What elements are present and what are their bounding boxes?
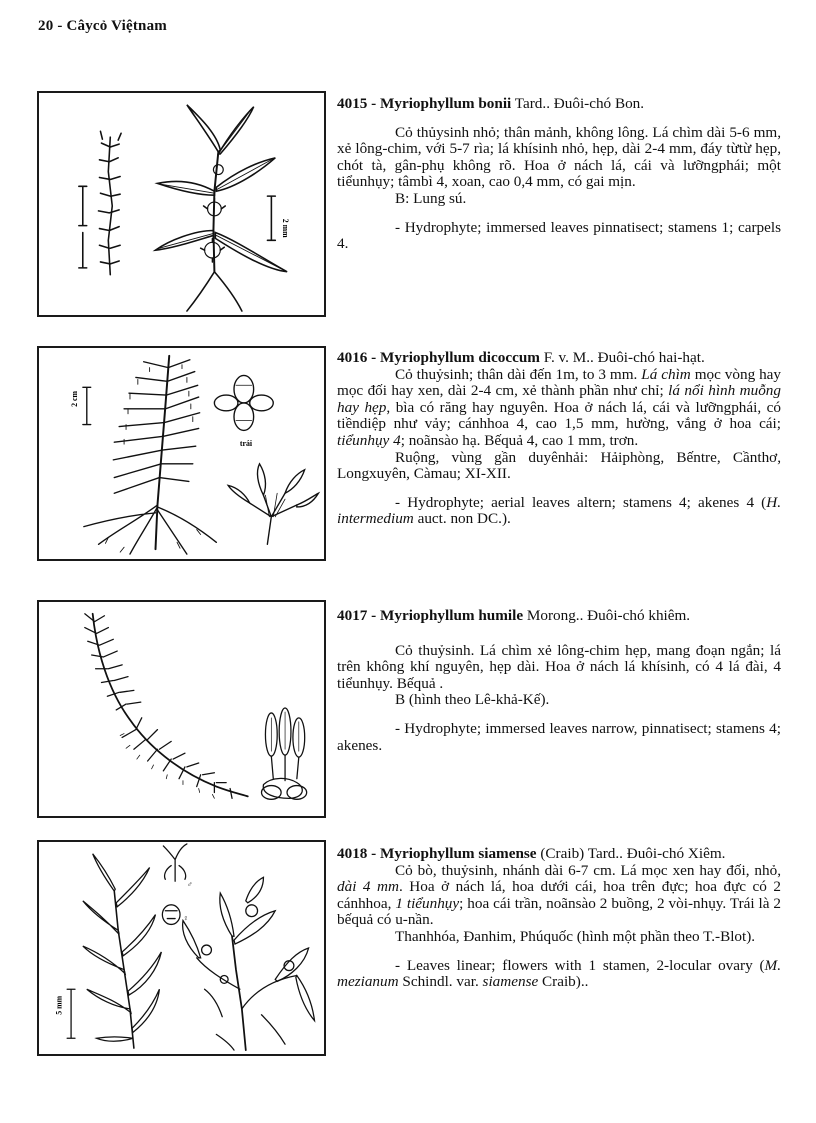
- english-summary: - Leaves linear; flowers with 1 stamen, 2-locular ovary (M. mezianum Schindl. var. siamense Craib)..: [337, 956, 781, 991]
- fig4-scale-label: 5 mm: [54, 995, 64, 1015]
- locality: Ruộng, vùng gần duyênhải: Hảiphòng, Bếntre, Cầnthơ, Longxuyên, Càmau; XI-XII.: [337, 448, 781, 483]
- author-common-name: F. v. M.. Đuôi-chó hai-hạt.: [539, 349, 705, 366]
- author-common-name: (Craib) Tard.. Đuôi-chó Xiêm.: [536, 845, 726, 862]
- fig4-male-symbol: ♂: [186, 880, 193, 890]
- figure-4016: [37, 346, 326, 561]
- author-common-name: Morong.. Đuôi-chó khiêm.: [523, 607, 691, 624]
- locality: B (hình theo Lê-khả-Kế).: [395, 691, 550, 709]
- figure-4017: [37, 600, 326, 818]
- figure-4018: [37, 840, 326, 1056]
- entry-4015: [337, 96, 781, 253]
- illustration-myriophyllum-humile: [39, 602, 324, 816]
- entry-4017: [337, 608, 781, 754]
- entry-number: 4015 -: [337, 95, 377, 112]
- illustration-myriophyllum-dicoccum: [39, 348, 324, 559]
- species-name: Myriophyllum siamense: [380, 845, 537, 862]
- description: Cỏ thuỷsinh; thân dài đến 1m, to 3 mm. Lá chìm mọc vòng hay mọc đối hay xen, dài 2-4 cm, xẻ thành phần như chỉ; lá nổi hình muỗng hay hẹp, bìa có răng hay nguyên. Hoa ở nách lá, cái và lưỡngphái, có tiềndiệp như vảy; cánhhoa 4, cao 1,5 mm, hường, vắng ở hoa cái; tiểunhụy 4; noãnsào hạ. Bếquả 4, cao 1 mm, trơn.: [337, 365, 782, 449]
- fig1-scale-label: 2 mm: [281, 218, 291, 238]
- fig4-female-symbol: ♀: [182, 913, 189, 923]
- species-name: Myriophyllum humile: [380, 607, 524, 624]
- entry-4016: [337, 350, 781, 528]
- fig2-scale-label: 2 cm: [69, 390, 79, 407]
- entry-4018: [337, 846, 781, 991]
- species-name: Myriophyllum bonii: [380, 95, 512, 112]
- entry-number: 4018 -: [337, 845, 377, 862]
- english-summary: - Hydrophyte; immersed leaves pinnatisect; stamens 1; carpels 4.: [337, 218, 781, 253]
- description: Cỏ thủysinh nhỏ; thân mảnh, không lông. Lá chìm dài 5-6 mm, xẻ lông-chim, với 5-7 rìa; lá khísinh nhỏ, hẹp, dài 2-4 mm, đáy từtừ hẹp, chót tà, gân-phụ không rõ. Hoa ở nách lá, cái và lưỡngphái; một tiểunhụy; tâmbì 4, xoan, cao 0,4 mm, có gai mịn.: [337, 123, 781, 191]
- locality: Thanhhóa, Đanhim, Phúquốc (hình một phần theo T.-Blot).: [395, 927, 756, 945]
- author-common-name: Tard.. Đuôi-chó Bon.: [511, 95, 645, 112]
- illustration-myriophyllum-siamense: [39, 842, 324, 1054]
- english-summary: - Hydrophyte; aerial leaves altern; stamens 4; akenes 4 (H. intermedium auct. non DC.).: [337, 493, 781, 528]
- description: Cỏ thuỷsinh. Lá chìm xẻ lông-chim hẹp, mang đoạn ngắn; lá trên không khí nguyên, hẹp dài. Hoa ở nách lá khísinh, có 4 lá đài, 4 tiểunhụy. Bếquả .: [337, 641, 781, 692]
- illustration-myriophyllum-bonii: [39, 93, 324, 315]
- species-name: Myriophyllum dicoccum: [380, 349, 540, 366]
- page-header: 20 - Câycỏ Việtnam: [38, 18, 167, 34]
- locality: B: Lung sú.: [395, 189, 467, 207]
- fig2-fruit-label: trái: [239, 439, 253, 449]
- entry-number: 4017 -: [337, 607, 377, 624]
- english-summary: - Hydrophyte; immersed leaves narrow, pinnatisect; stamens 4; akenes.: [337, 719, 781, 754]
- description: Cỏ bò, thuỷsinh, nhánh dài 6-7 cm. Lá mọc xen hay đối, nhỏ, dài 4 mm. Hoa ở nách lá, hoa dưới cái, hoa trên đực; hoa đực có 2 cánhhoa, 1 tiểunhụy; hoa cái trần, noãnsào 2 buồng, 2 vòi-nhụy. Trái là 2 bếquả có u-nần.: [337, 861, 782, 929]
- figure-4015: [37, 91, 326, 317]
- entry-number: 4016 -: [337, 349, 377, 366]
